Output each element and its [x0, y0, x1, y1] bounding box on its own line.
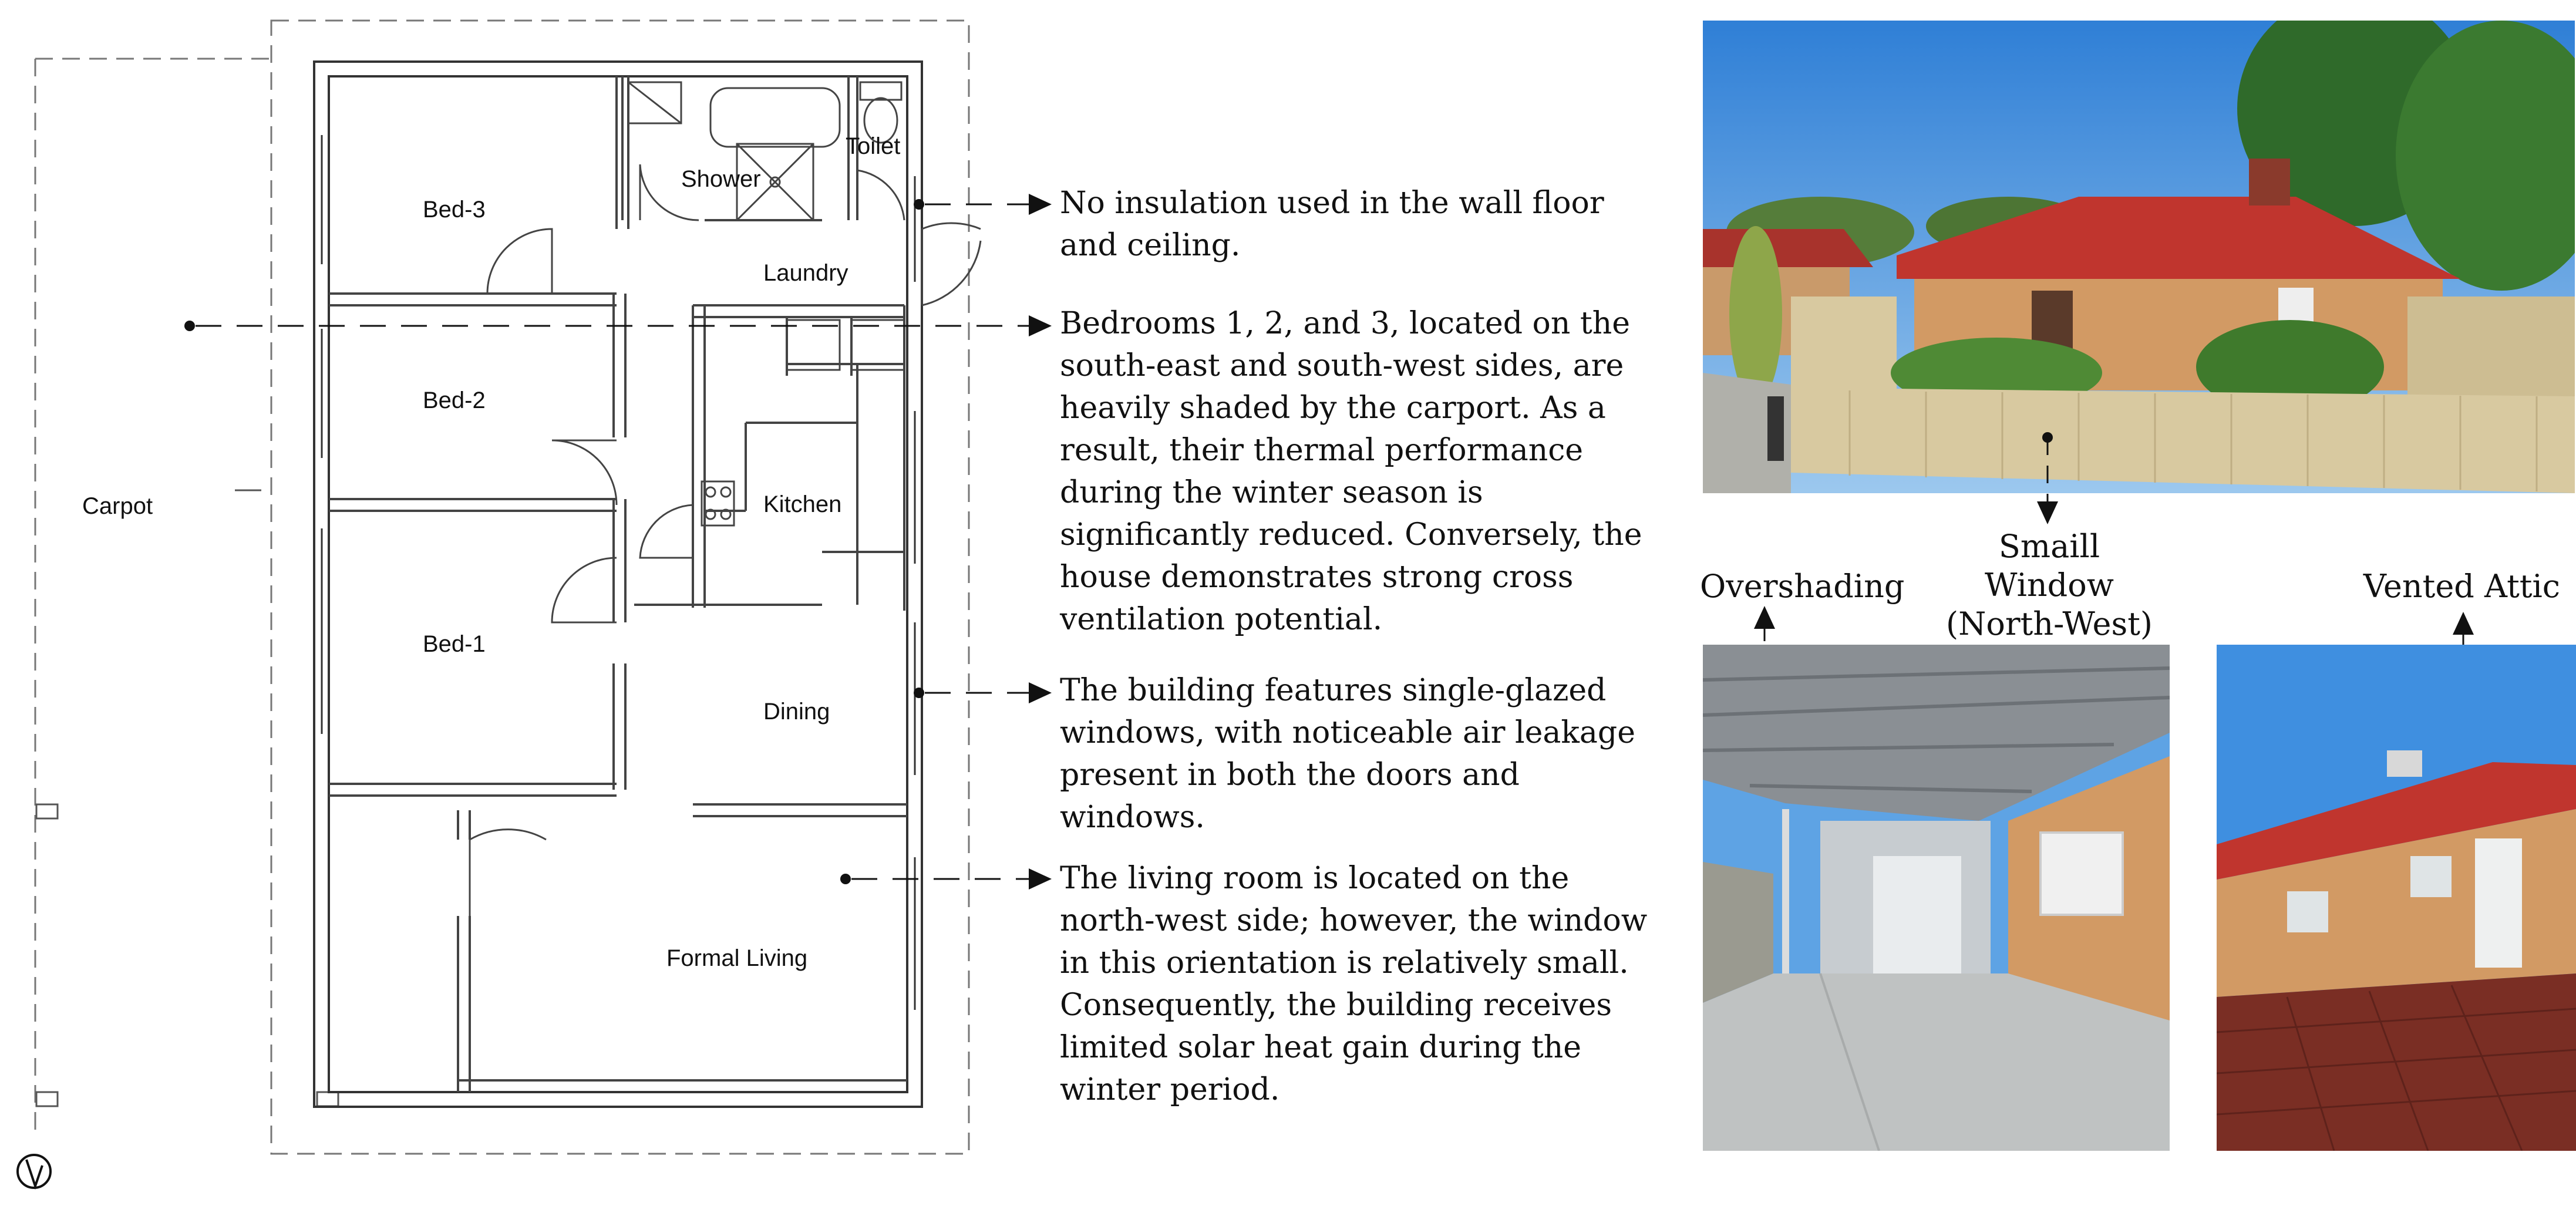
- leader-lines: [0, 0, 1069, 1206]
- note-insulation: No insulation used in the wall floor and ceiling.: [1060, 186, 1604, 263]
- house-front-scene: [1703, 21, 2575, 493]
- label-small-window: [1932, 527, 2167, 644]
- photo-carport-overshading: [1703, 645, 2170, 1151]
- note-bedrooms-shading: Bedrooms 1, 2, and 3, located on the south-east and south-west sides, are heavily shaded by the carport. As a result, their thermal performance during the winter season is significantly reduced. Conversely, the house demonstrates strong cross ventilation potential.: [1060, 306, 1642, 637]
- label-overshading: Overshading: [1700, 568, 1905, 605]
- photo-house-front: [1703, 21, 2575, 493]
- room-label-bed3: Bed-3: [423, 197, 486, 223]
- photo-vented-attic: [2217, 645, 2576, 1151]
- room-label-shower: Shower: [681, 166, 761, 192]
- vented-attic-scene: [2217, 645, 2576, 1151]
- room-label-kitchen: Kitchen: [763, 491, 842, 517]
- label-small-window-line2: (North-West): [1946, 605, 2153, 642]
- note-living-room: The living room is located on the north-west side; however, the window in this orientation is relatively small. Consequently, the building receives limited solar heat gain during the winter period.: [1060, 861, 1648, 1107]
- label-small-window-line1: Smaill Window: [1985, 528, 2114, 604]
- room-label-toilet: Toilet: [846, 133, 901, 159]
- room-label-laundry: Laundry: [763, 260, 848, 286]
- label-vented-attic: Vented Attic: [2363, 568, 2560, 605]
- room-label-bed2: Bed-2: [423, 388, 486, 413]
- room-label-bed1: Bed-1: [423, 631, 486, 657]
- note-single-glazing: The building features single-glazed windows, with noticeable air leakage present in both the doors and windows.: [1060, 673, 1635, 835]
- carport-scene: [1703, 645, 2170, 1151]
- room-label-dining: Dining: [763, 699, 830, 725]
- room-label-carport: Carpot: [82, 493, 153, 519]
- room-label-formal-living: Formal Living: [666, 945, 808, 971]
